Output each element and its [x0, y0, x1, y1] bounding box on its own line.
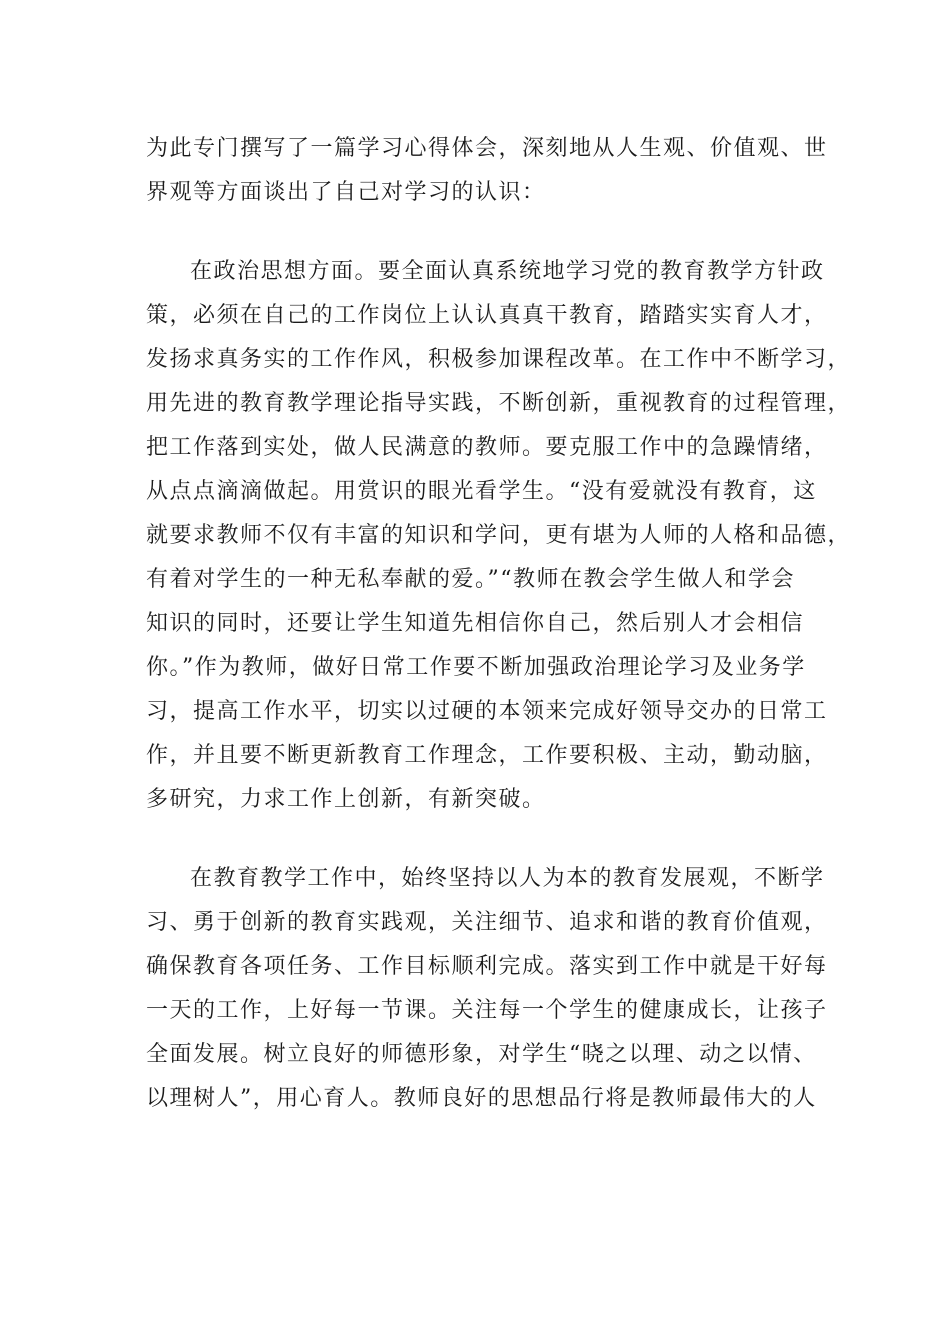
text-line: 多研究，力求工作上创新，有新突破。	[146, 787, 546, 812]
document-body	[146, 127, 852, 1121]
text-line: 用先进的教育教学理论指导实践，不断创新，重视教育的过程管理，	[146, 391, 852, 416]
paragraph-3	[146, 857, 828, 1121]
paragraph-2	[146, 250, 852, 822]
text-line: 以理树人”，用心育人。教师良好的思想品行将是教师最伟大的人	[146, 1086, 817, 1111]
text-line: 从点点滴滴做起。用赏识的眼光看学生。“没有爱就没有教育，这	[146, 479, 817, 504]
text-line: 界观等方面谈出了自己对学习的认识：	[146, 180, 546, 205]
text-line: 有着对学生的一种无私奉献的爱。”“教师在教会学生做人和学会	[146, 567, 795, 592]
text-line: 为此专门撰写了一篇学习心得体会，深刻地从人生观、价值观、世	[146, 136, 828, 161]
text-line: 知识的同时，还要让学生知道先相信你自己，然后别人才会相信	[146, 611, 805, 636]
text-line: 就要求教师不仅有丰富的知识和学问，更有堪为人师的人格和品德，	[146, 523, 852, 548]
text-line: 全面发展。树立良好的师德形象，对学生“晓之以理、动之以情、	[146, 1042, 817, 1067]
text-line: 确保教育各项任务、工作目标顺利完成。落实到工作中就是干好每	[146, 954, 828, 979]
text-line: 发扬求真务实的工作作风，积极参加课程改革。在工作中不断学习，	[146, 347, 852, 372]
text-line: 策，必须在自己的工作岗位上认认真真干教育，踏踏实实育人才，	[146, 303, 828, 328]
paragraph-1	[146, 127, 828, 215]
text-line-indented: 在政治思想方面。要全面认真系统地学习党的教育教学方针政	[190, 259, 825, 284]
text-line: 把工作落到实处，做人民满意的教师。要克服工作中的急躁情绪，	[146, 435, 828, 460]
text-line: 你。”作为教师，做好日常工作要不断加强政治理论学习及业务学	[146, 655, 806, 680]
text-line: 习，提高工作水平，切实以过硬的本领来完成好领导交办的日常工	[146, 699, 828, 724]
text-line-indented: 在教育教学工作中，始终坚持以人为本的教育发展观，不断学	[190, 866, 825, 891]
text-line: 作，并且要不断更新教育工作理念，工作要积极、主动，勤动脑，	[146, 743, 828, 768]
text-line: 习、勇于创新的教育实践观，关注细节、追求和谐的教育价值观，	[146, 910, 828, 935]
text-line: 一天的工作，上好每一节课。关注每一个学生的健康成长，让孩子	[146, 998, 828, 1023]
